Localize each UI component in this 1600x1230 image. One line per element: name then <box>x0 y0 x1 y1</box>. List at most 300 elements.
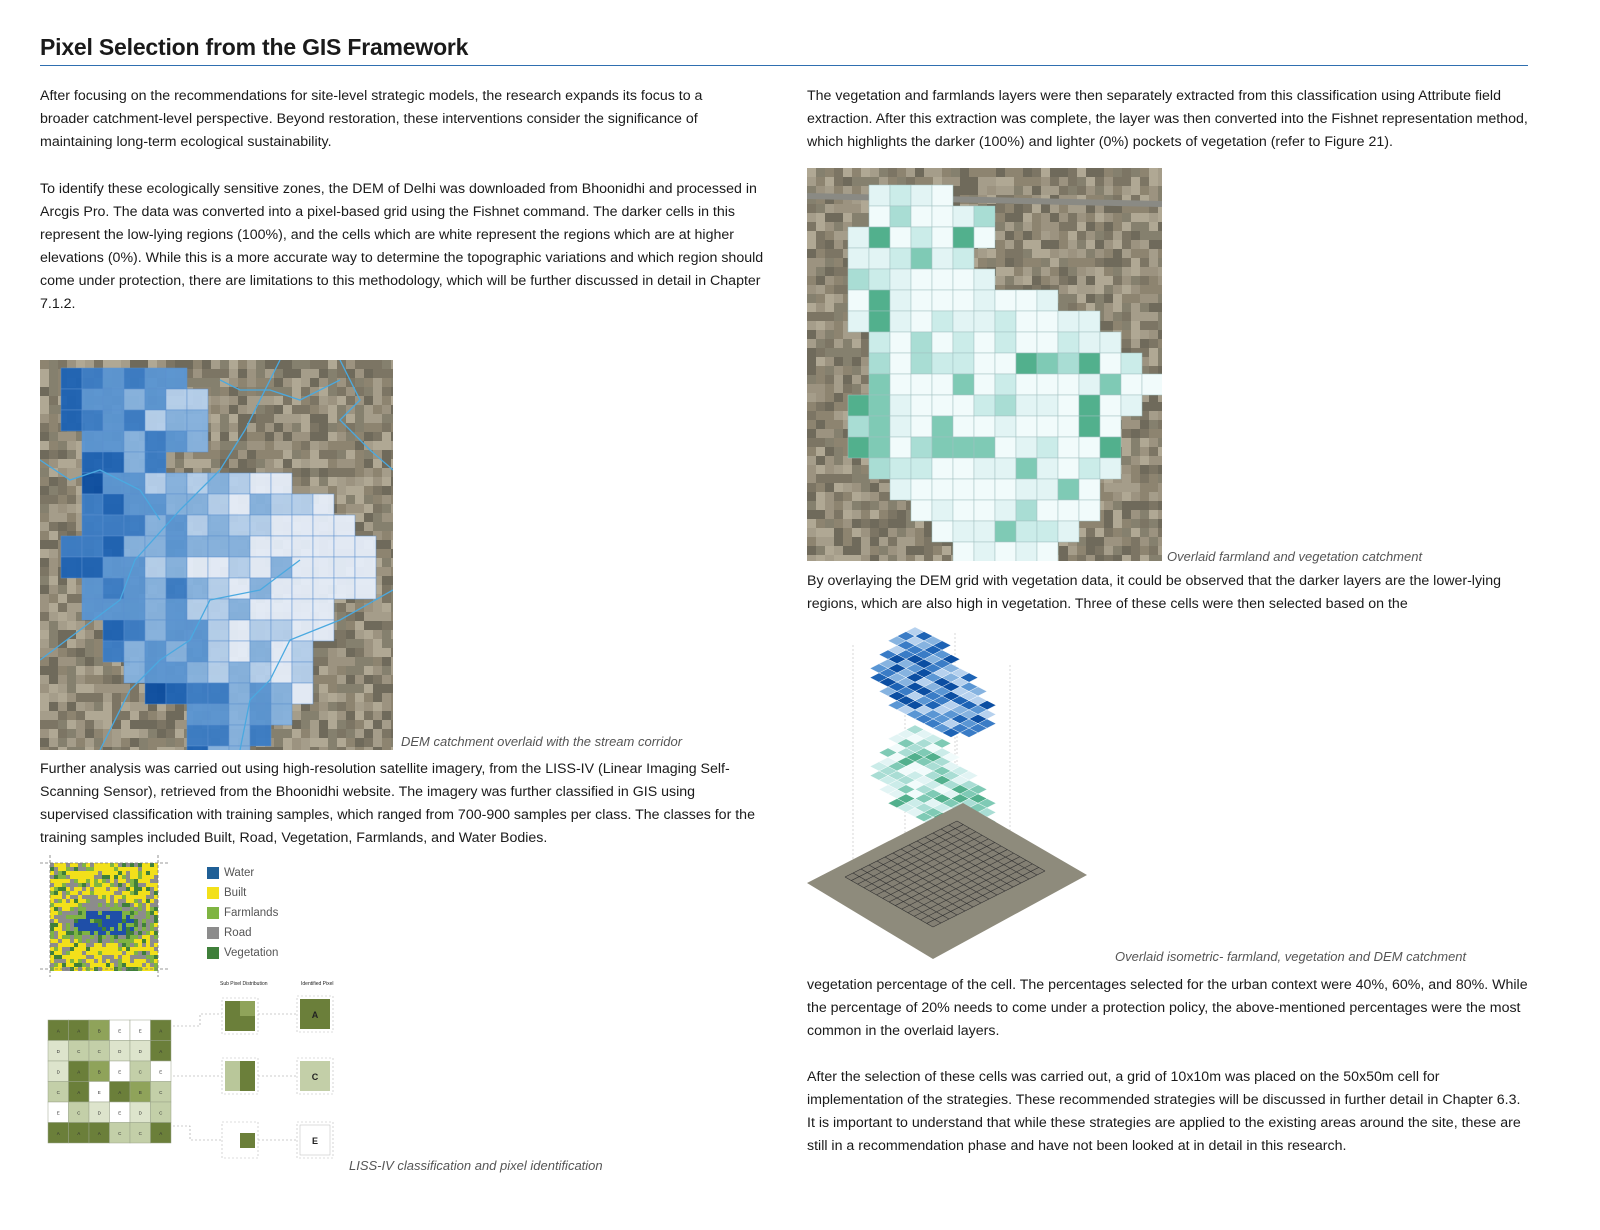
vegetation-cell <box>890 290 911 311</box>
class-pixel <box>74 879 78 883</box>
class-pixel <box>110 963 114 967</box>
dem-cell <box>145 683 166 704</box>
vegetation-cell <box>1079 479 1100 500</box>
pixel-cell-letter: C <box>77 1110 81 1116</box>
dem-cell <box>208 725 229 746</box>
pixel-cell-letter: C <box>77 1048 81 1054</box>
class-pixel <box>150 947 154 951</box>
class-pixel <box>78 939 82 943</box>
dem-cell <box>187 641 208 662</box>
vegetation-cell <box>1016 416 1037 437</box>
class-pixel <box>122 863 126 867</box>
class-pixel <box>54 963 58 967</box>
class-pixel <box>66 935 70 939</box>
class-pixel <box>86 903 90 907</box>
class-pixel <box>54 931 58 935</box>
dem-cell <box>103 599 124 620</box>
class-pixel <box>138 947 142 951</box>
class-pixel <box>78 955 82 959</box>
vegetation-cell <box>1016 332 1037 353</box>
class-pixel <box>74 899 78 903</box>
pixel-identification-diagram <box>40 978 340 1173</box>
intro-paragraph: After focusing on the recommendations for site-level strategic models, the research expands its focus to a broader catchment-level perspective. Beyond restoration, these interventions consider the significance of maintaining long-term ecological sustainability. <box>40 88 703 151</box>
class-pixel <box>142 923 146 927</box>
sub-pixel-header: Sub Pixel Distribution <box>220 981 268 987</box>
class-pixel <box>118 911 122 915</box>
dem-cell <box>292 557 313 578</box>
dem-cell <box>250 578 271 599</box>
class-pixel <box>94 879 98 883</box>
class-pixel <box>78 935 82 939</box>
class-pixel <box>122 883 126 887</box>
class-pixel <box>150 863 154 867</box>
class-pixel <box>126 951 130 955</box>
class-pixel <box>78 919 82 923</box>
class-pixel <box>54 907 58 911</box>
class-pixel <box>130 911 134 915</box>
class-pixel <box>54 955 58 959</box>
class-pixel <box>66 963 70 967</box>
vegetation-cell <box>995 479 1016 500</box>
class-pixel <box>50 887 54 891</box>
class-pixel <box>118 951 122 955</box>
vegetation-cell <box>1016 353 1037 374</box>
class-pixel <box>70 895 74 899</box>
dem-cell <box>187 578 208 599</box>
dem-cell <box>229 473 250 494</box>
class-pixel <box>122 963 126 967</box>
vegetation-cell <box>890 374 911 395</box>
class-pixel <box>146 959 150 963</box>
pixel-cell-letter: A <box>77 1028 81 1034</box>
class-pixel <box>50 871 54 875</box>
vegetation-cell <box>890 458 911 479</box>
vegetation-cell <box>974 521 995 542</box>
class-pixel <box>150 963 154 967</box>
class-pixel <box>150 931 154 935</box>
class-pixel <box>126 959 130 963</box>
class-pixel <box>150 875 154 879</box>
class-pixel <box>94 931 98 935</box>
class-pixel <box>58 879 62 883</box>
class-pixel <box>130 863 134 867</box>
class-pixel <box>98 915 102 919</box>
dem-cell <box>292 641 313 662</box>
class-pixel <box>86 951 90 955</box>
dem-cell <box>145 494 166 515</box>
class-pixel <box>50 935 54 939</box>
class-pixel <box>62 863 66 867</box>
class-pixel <box>74 931 78 935</box>
class-pixel <box>134 911 138 915</box>
dem-cell <box>145 452 166 473</box>
class-pixel <box>94 951 98 955</box>
class-pixel <box>94 939 98 943</box>
dem-cell <box>229 494 250 515</box>
class-pixel <box>102 955 106 959</box>
class-pixel <box>106 879 110 883</box>
dem-cell <box>250 683 271 704</box>
class-pixel <box>94 867 98 871</box>
class-pixel <box>66 943 70 947</box>
class-pixel <box>70 935 74 939</box>
class-pixel <box>130 927 134 931</box>
vegetation-cell <box>1016 479 1037 500</box>
vegetation-cell <box>1121 395 1142 416</box>
class-pixel <box>110 931 114 935</box>
class-pixel <box>138 955 142 959</box>
class-pixel <box>86 867 90 871</box>
class-pixel <box>102 951 106 955</box>
class-pixel <box>130 919 134 923</box>
vegetation-cell <box>869 248 890 269</box>
class-pixel <box>146 931 150 935</box>
class-pixel <box>98 955 102 959</box>
class-pixel <box>150 919 154 923</box>
class-pixel <box>62 887 66 891</box>
class-pixel <box>94 963 98 967</box>
class-pixel <box>62 911 66 915</box>
legend-item-built <box>207 883 278 903</box>
class-pixel <box>142 883 146 887</box>
liss-caption: LISS-IV classification and pixel identification <box>349 1158 603 1173</box>
vegetation-cell <box>932 269 953 290</box>
pixel-cell-letter: D <box>56 1069 60 1075</box>
vegetation-cell <box>869 353 890 374</box>
class-pixel <box>74 927 78 931</box>
class-pixel <box>126 863 130 867</box>
dem-cell <box>166 683 187 704</box>
class-pixel <box>130 959 134 963</box>
dem-cell <box>103 641 124 662</box>
vegetation-cell <box>911 500 932 521</box>
class-pixel <box>114 883 118 887</box>
class-pixel <box>58 919 62 923</box>
pixel-cell-letter: E <box>118 1110 122 1116</box>
vegetation-cell <box>1037 395 1058 416</box>
class-pixel <box>110 875 114 879</box>
vegetation-cell <box>995 311 1016 332</box>
vegetation-cell <box>890 227 911 248</box>
vegetation-cell <box>932 374 953 395</box>
class-pixel <box>142 867 146 871</box>
class-pixel <box>142 915 146 919</box>
class-pixel <box>110 939 114 943</box>
class-pixel <box>114 939 118 943</box>
dem-cell <box>208 515 229 536</box>
class-pixel <box>86 883 90 887</box>
class-pixel <box>90 895 94 899</box>
pixel-cell-letter: B <box>97 1028 101 1034</box>
class-pixel <box>58 867 62 871</box>
vegetation-cell <box>890 311 911 332</box>
class-pixel <box>82 871 86 875</box>
class-pixel <box>146 911 150 915</box>
class-pixel <box>50 879 54 883</box>
class-pixel <box>102 939 106 943</box>
class-pixel <box>82 959 86 963</box>
class-pixel <box>70 963 74 967</box>
class-pixel <box>138 903 142 907</box>
pixel-cell-letter: A <box>118 1089 122 1095</box>
class-pixel <box>66 871 70 875</box>
class-pixel <box>54 883 58 887</box>
class-pixel <box>66 923 70 927</box>
class-pixel <box>138 875 142 879</box>
class-pixel <box>150 879 154 883</box>
vegetation-cell <box>974 206 995 227</box>
vegetation-cell <box>1100 353 1121 374</box>
class-pixel <box>134 951 138 955</box>
vegetation-cell <box>869 290 890 311</box>
dem-cell <box>82 431 103 452</box>
class-pixel <box>122 935 126 939</box>
class-pixel <box>146 895 150 899</box>
dem-cell <box>124 431 145 452</box>
class-pixel <box>114 867 118 871</box>
class-pixel <box>66 911 70 915</box>
dem-cell <box>250 725 271 746</box>
class-pixel <box>66 915 70 919</box>
class-pixel <box>82 911 86 915</box>
vegetation-cell <box>890 416 911 437</box>
class-pixel <box>118 863 122 867</box>
class-pixel <box>146 875 150 879</box>
class-pixel <box>70 867 74 871</box>
vegetation-cell <box>953 437 974 458</box>
vegetation-cell <box>1037 521 1058 542</box>
pixel-cell-letter: C <box>159 1110 163 1116</box>
class-pixel <box>66 955 70 959</box>
dem-cell <box>103 452 124 473</box>
class-pixel <box>50 863 54 867</box>
dem-cell <box>103 431 124 452</box>
class-pixel <box>154 963 158 967</box>
vegetation-cell <box>1016 500 1037 521</box>
dem-cell <box>187 410 208 431</box>
class-pixel <box>110 935 114 939</box>
class-pixel <box>94 883 98 887</box>
class-pixel <box>146 963 150 967</box>
pixel-cell-letter: B <box>97 1069 101 1075</box>
class-pixel <box>126 895 130 899</box>
class-pixel <box>78 903 82 907</box>
dem-cell <box>187 473 208 494</box>
class-pixel <box>146 863 150 867</box>
pixel-cell-letter: C <box>56 1089 60 1095</box>
class-pixel <box>138 927 142 931</box>
class-pixel <box>62 879 66 883</box>
class-pixel <box>150 927 154 931</box>
dem-cell <box>271 494 292 515</box>
class-pixel <box>126 935 130 939</box>
class-pixel <box>114 919 118 923</box>
class-pixel <box>118 963 122 967</box>
class-pixel <box>150 935 154 939</box>
class-pixel <box>62 899 66 903</box>
class-pixel <box>50 943 54 947</box>
dem-cell <box>187 494 208 515</box>
class-pixel <box>122 875 126 879</box>
vegetation-cell <box>974 290 995 311</box>
dem-cell <box>355 557 376 578</box>
class-pixel <box>106 935 110 939</box>
dem-cell <box>229 536 250 557</box>
dem-cell <box>313 557 334 578</box>
dem-cell <box>313 515 334 536</box>
class-pixel <box>98 963 102 967</box>
class-pixel <box>54 935 58 939</box>
vegetation-cell <box>869 437 890 458</box>
class-pixel <box>54 943 58 947</box>
class-pixel <box>110 943 114 947</box>
class-pixel <box>66 879 70 883</box>
class-pixel <box>78 867 82 871</box>
class-pixel <box>50 923 54 927</box>
vegetation-cell <box>1037 500 1058 521</box>
class-pixel <box>98 931 102 935</box>
class-pixel <box>106 883 110 887</box>
class-pixel <box>50 947 54 951</box>
dem-cell <box>229 683 250 704</box>
class-pixel <box>86 879 90 883</box>
class-pixel <box>114 863 118 867</box>
dem-cell <box>208 536 229 557</box>
class-pixel <box>106 951 110 955</box>
class-pixel <box>154 939 158 943</box>
class-pixel <box>110 903 114 907</box>
class-pixel <box>74 959 78 963</box>
class-pixel <box>78 879 82 883</box>
dem-cell <box>103 368 124 389</box>
dem-cell <box>334 578 355 599</box>
vegetation-cell <box>953 521 974 542</box>
vegetation-cell <box>1037 458 1058 479</box>
vegetation-cell <box>1037 290 1058 311</box>
dem-cell <box>355 536 376 557</box>
class-pixel <box>134 943 138 947</box>
class-pixel <box>78 951 82 955</box>
class-pixel <box>78 887 82 891</box>
dem-cell <box>145 473 166 494</box>
class-pixel <box>54 911 58 915</box>
pixel-cell-letter: A <box>77 1089 81 1095</box>
class-pixel <box>126 875 130 879</box>
class-pixel <box>90 923 94 927</box>
class-pixel <box>106 907 110 911</box>
class-pixel <box>118 919 122 923</box>
class-pixel <box>98 883 102 887</box>
class-pixel <box>86 891 90 895</box>
class-pixel <box>102 919 106 923</box>
class-pixel <box>82 947 86 951</box>
vegetation-cell <box>953 332 974 353</box>
vegetation-cell <box>911 290 932 311</box>
class-pixel <box>150 923 154 927</box>
vegetation-cell <box>953 374 974 395</box>
dem-cell <box>292 515 313 536</box>
dem-cell <box>124 641 145 662</box>
legend-swatch-built <box>207 887 219 899</box>
vegetation-cell <box>932 458 953 479</box>
class-pixel <box>94 863 98 867</box>
class-pixel <box>138 891 142 895</box>
class-pixel <box>134 963 138 967</box>
class-pixel <box>142 963 146 967</box>
dem-cell <box>250 704 271 725</box>
class-pixel <box>118 943 122 947</box>
class-pixel <box>122 919 126 923</box>
class-pixel <box>94 923 98 927</box>
vegetation-cell <box>1037 479 1058 500</box>
vegetation-cell <box>869 206 890 227</box>
dem-cell <box>166 368 187 389</box>
class-pixel <box>154 947 158 951</box>
vegetation-cell <box>869 458 890 479</box>
class-pixel <box>126 955 130 959</box>
class-pixel <box>62 943 66 947</box>
class-pixel <box>98 927 102 931</box>
class-pixel <box>138 959 142 963</box>
liss-paragraph: Further analysis was carried out using high-resolution satellite imagery, from the LISS-IV (Linear Imaging Self-Scanning Sensor), retrieved from the Bhoonidhi website. The imagery was further classified in GIS using supervised classification with training samples, which ranged from 700-900 samples per class. The classes for the training samples included Built, Road, Vegetation, Farmlands, and Water Bodies. <box>40 761 755 847</box>
vegetation-cell <box>911 269 932 290</box>
class-pixel <box>122 891 126 895</box>
dem-cell <box>229 641 250 662</box>
dem-cell <box>124 410 145 431</box>
class-pixel <box>110 887 114 891</box>
class-pixel <box>90 883 94 887</box>
class-pixel <box>138 939 142 943</box>
legend-swatch-road <box>207 927 219 939</box>
class-pixel <box>130 947 134 951</box>
class-pixel <box>86 963 90 967</box>
class-pixel <box>98 895 102 899</box>
vegetation-cell <box>1037 374 1058 395</box>
vegetation-cell <box>869 332 890 353</box>
class-pixel <box>70 883 74 887</box>
class-pixel <box>74 947 78 951</box>
class-pixel <box>150 899 154 903</box>
class-pixel <box>74 907 78 911</box>
class-pixel <box>94 915 98 919</box>
class-pixel <box>130 887 134 891</box>
class-pixel <box>110 947 114 951</box>
class-pixel <box>82 927 86 931</box>
class-pixel <box>154 867 158 871</box>
class-pixel <box>142 951 146 955</box>
class-pixel <box>90 931 94 935</box>
class-pixel <box>114 895 118 899</box>
class-pixel <box>110 883 114 887</box>
classification-legend <box>207 863 278 963</box>
vegetation-cell <box>1058 311 1079 332</box>
class-pixel <box>54 915 58 919</box>
vegetation-cell <box>1079 500 1100 521</box>
class-pixel <box>98 871 102 875</box>
class-pixel <box>82 923 86 927</box>
dem-cell <box>187 683 208 704</box>
dem-cell <box>166 578 187 599</box>
dem-cell <box>166 494 187 515</box>
class-pixel <box>106 959 110 963</box>
vegetation-cell <box>890 206 911 227</box>
vegetation-cell <box>1058 500 1079 521</box>
class-pixel <box>58 947 62 951</box>
dem-cell <box>145 410 166 431</box>
result-c-label: C <box>311 1072 319 1082</box>
class-pixel <box>90 919 94 923</box>
dem-cell <box>208 599 229 620</box>
